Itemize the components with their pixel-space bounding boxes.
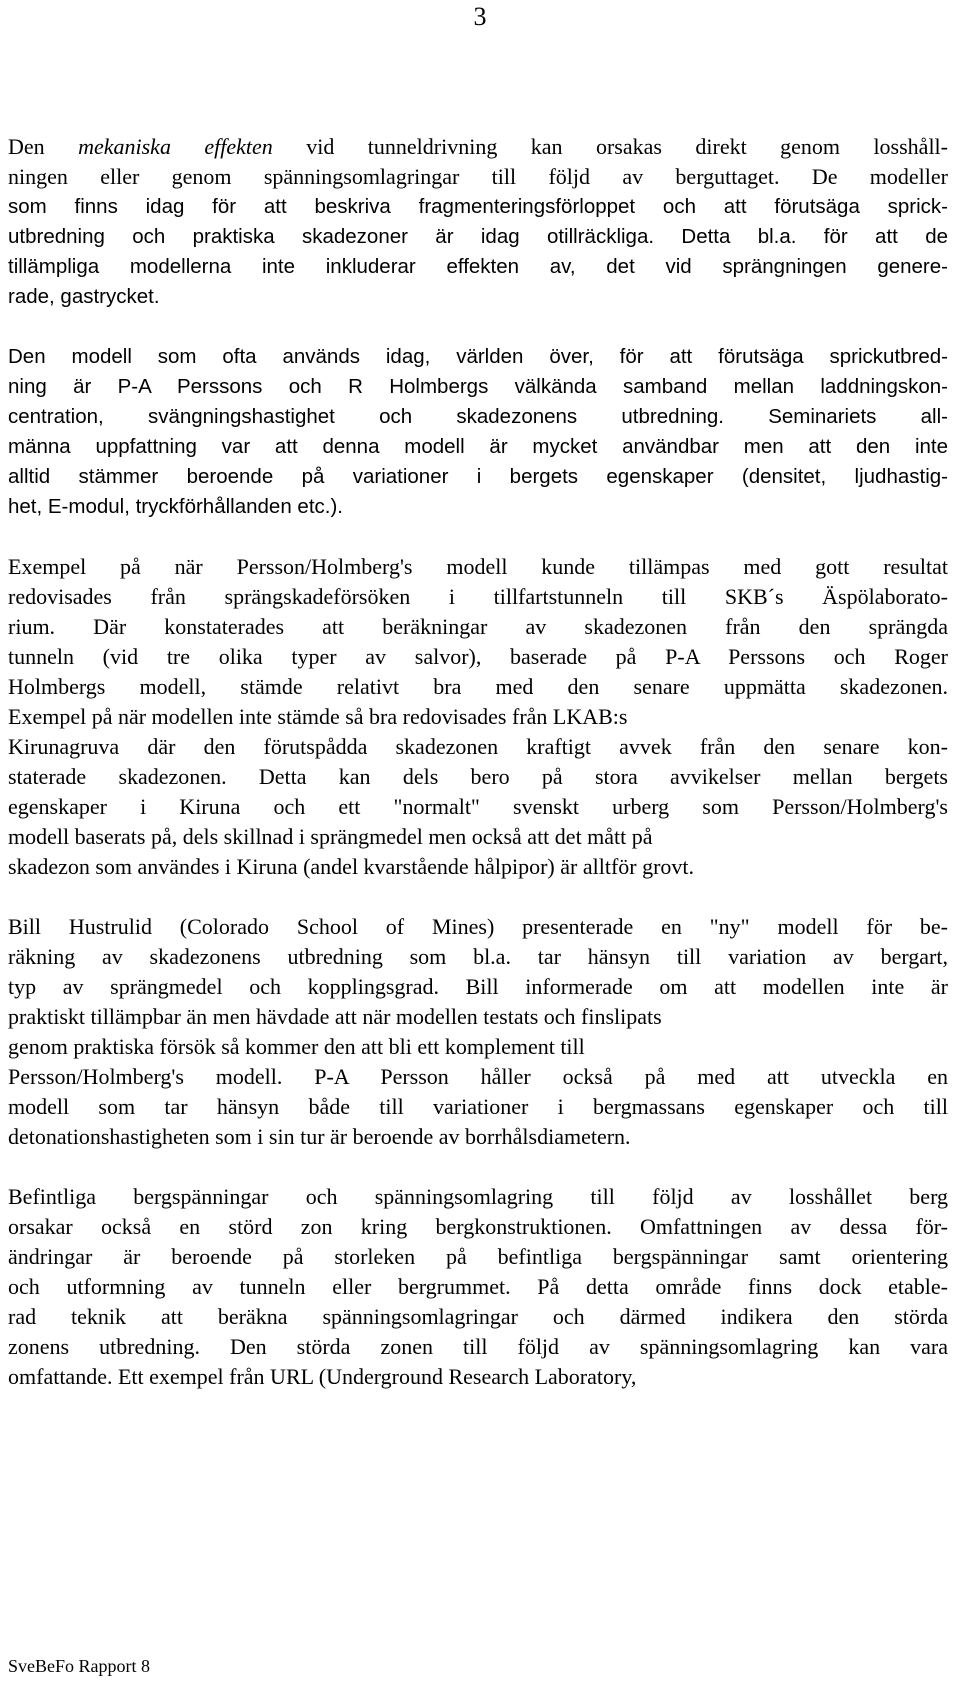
text-line: staterade skadezonen. Detta kan dels bero på stora avvikelser mellan bergets — [8, 764, 948, 789]
text-line: rium. Där konstaterades att beräkningar av skadezonen från den sprängda — [8, 614, 948, 639]
text-line: alltid stämmer beroende på variationer i bergets egenskaper (densitet, ljudhastig- — [8, 465, 948, 488]
text-line: omfattande. Ett exempel från URL (Underground Research Laboratory, — [8, 1364, 637, 1389]
paragraph-rock-stresses — [8, 1182, 948, 1392]
text-line: praktiskt tillämpbar än men hävdade att när modellen testats och finslipats — [8, 1004, 662, 1029]
text-line: utbredning och praktiska skadezoner är idag otillräckliga. Detta bl.a. för att de — [8, 225, 948, 248]
text-line: genom praktiska försök så kommer den att bli ett komplement till — [8, 1034, 585, 1059]
text-line: skadezon som användes i Kiruna (andel kvarstående hålpipor) är alltför grovt. — [8, 854, 695, 879]
document-body — [8, 132, 948, 1392]
text-line: ning är P-A Perssons och R Holmbergs välkända samband mellan laddningskon- — [8, 375, 948, 398]
text-line: och utformning av tunneln eller bergrummet. På detta område finns dock etable- — [8, 1274, 948, 1299]
text-line: redovisades från sprängskadeförsöken i tillfartstunneln till SKB´s Äspölaborato- — [8, 584, 948, 609]
text-line: Bill Hustrulid (Colorado School of Mines) presenterade en "ny" modell för be- — [8, 914, 948, 939]
text-line: zonens utbredning. Den störda zonen till följd av spänningsomlagring kan vara — [8, 1334, 948, 1359]
text-line: modell som tar hänsyn både till variationer i bergmassans egenskaper och till — [8, 1094, 948, 1119]
text-line: ändringar är beroende på storleken på befintliga bergspänningar samt orientering — [8, 1244, 948, 1269]
text-line: rad teknik att beräkna spänningsomlagringar och därmed indikera den störda — [8, 1304, 948, 1329]
text-line: tunneln (vid tre olika typer av salvor), baserade på P-A Perssons och Roger — [8, 644, 948, 669]
text-line: som finns idag för att beskriva fragmenteringsförloppet och att förutsäga sprick- — [8, 195, 948, 218]
paragraph-examples — [8, 552, 948, 882]
text-line: Persson/Holmberg's modell. P-A Persson håller också på med att utveckla en — [8, 1064, 948, 1089]
paragraph-text: Den — [8, 134, 79, 159]
page-number: 3 — [473, 2, 487, 31]
text-line: modell baserats på, dels skillnad i sprängmedel men också att det mått på — [8, 824, 653, 849]
text-line: männa uppfattning var att denna modell är mycket användbar men att den inte — [8, 435, 948, 458]
paragraph-mechanical-effect — [8, 132, 948, 192]
text-line: ningen eller genom spänningsomlagringar till följd av berguttaget. De modeller — [8, 164, 948, 189]
text-line: Kirunagruva där den förutspådda skadezonen kraftigt avvek från den senare kon- — [8, 734, 948, 759]
text-line: detonationshastigheten som i sin tur är beroende av borrhålsdiametern. — [8, 1124, 631, 1149]
text-line: centration, svängningshastighet och skadezonens utbredning. Seminariets all- — [8, 405, 948, 428]
text-line: Holmbergs modell, stämde relativt bra med den senare uppmätta skadezonen. — [8, 674, 948, 699]
text-line: typ av sprängmedel och kopplingsgrad. Bill informerade om att modellen inte är — [8, 974, 948, 999]
text-line: Den modell som ofta används idag, världen över, för att förutsäga sprickutbred- — [8, 345, 948, 368]
paragraph-model-usage — [8, 342, 948, 522]
text-line: egenskaper i Kiruna och ett "normalt" svenskt urberg som Persson/Holmberg's — [8, 794, 948, 819]
text-line: tillämpliga modellerna inte inkluderar effekten av, det vid sprängningen genere- — [8, 255, 948, 278]
text-line: rade, gastrycket. — [8, 285, 160, 308]
paragraph-mechanical-effect-cont — [8, 192, 948, 312]
text-line: orsakar också en störd zon kring bergkonstruktionen. Omfattningen av dessa för- — [8, 1214, 948, 1239]
text-line: Exempel på när modellen inte stämde så bra redovisades från LKAB:s — [8, 704, 628, 729]
text-line: Exempel på när Persson/Holmberg's modell kunde tillämpas med gott resultat — [8, 554, 948, 579]
paragraph-text: vid tunneldrivning kan orsakas direkt genom losshåll- — [272, 134, 948, 159]
emphasis-text: mekaniska effekten — [78, 134, 273, 159]
text-line: het, E-modul, tryckförhållanden etc.). — [8, 495, 343, 518]
text-line: Befintliga bergspänningar och spänningsomlagring till följd av losshållet berg — [8, 1184, 948, 1209]
paragraph-hustrulid-model — [8, 912, 948, 1152]
footer-report-label: SveBeFo Rapport 8 — [8, 1656, 150, 1676]
text-line: räkning av skadezonens utbredning som bl.a. tar hänsyn till variation av bergart, — [8, 944, 948, 969]
